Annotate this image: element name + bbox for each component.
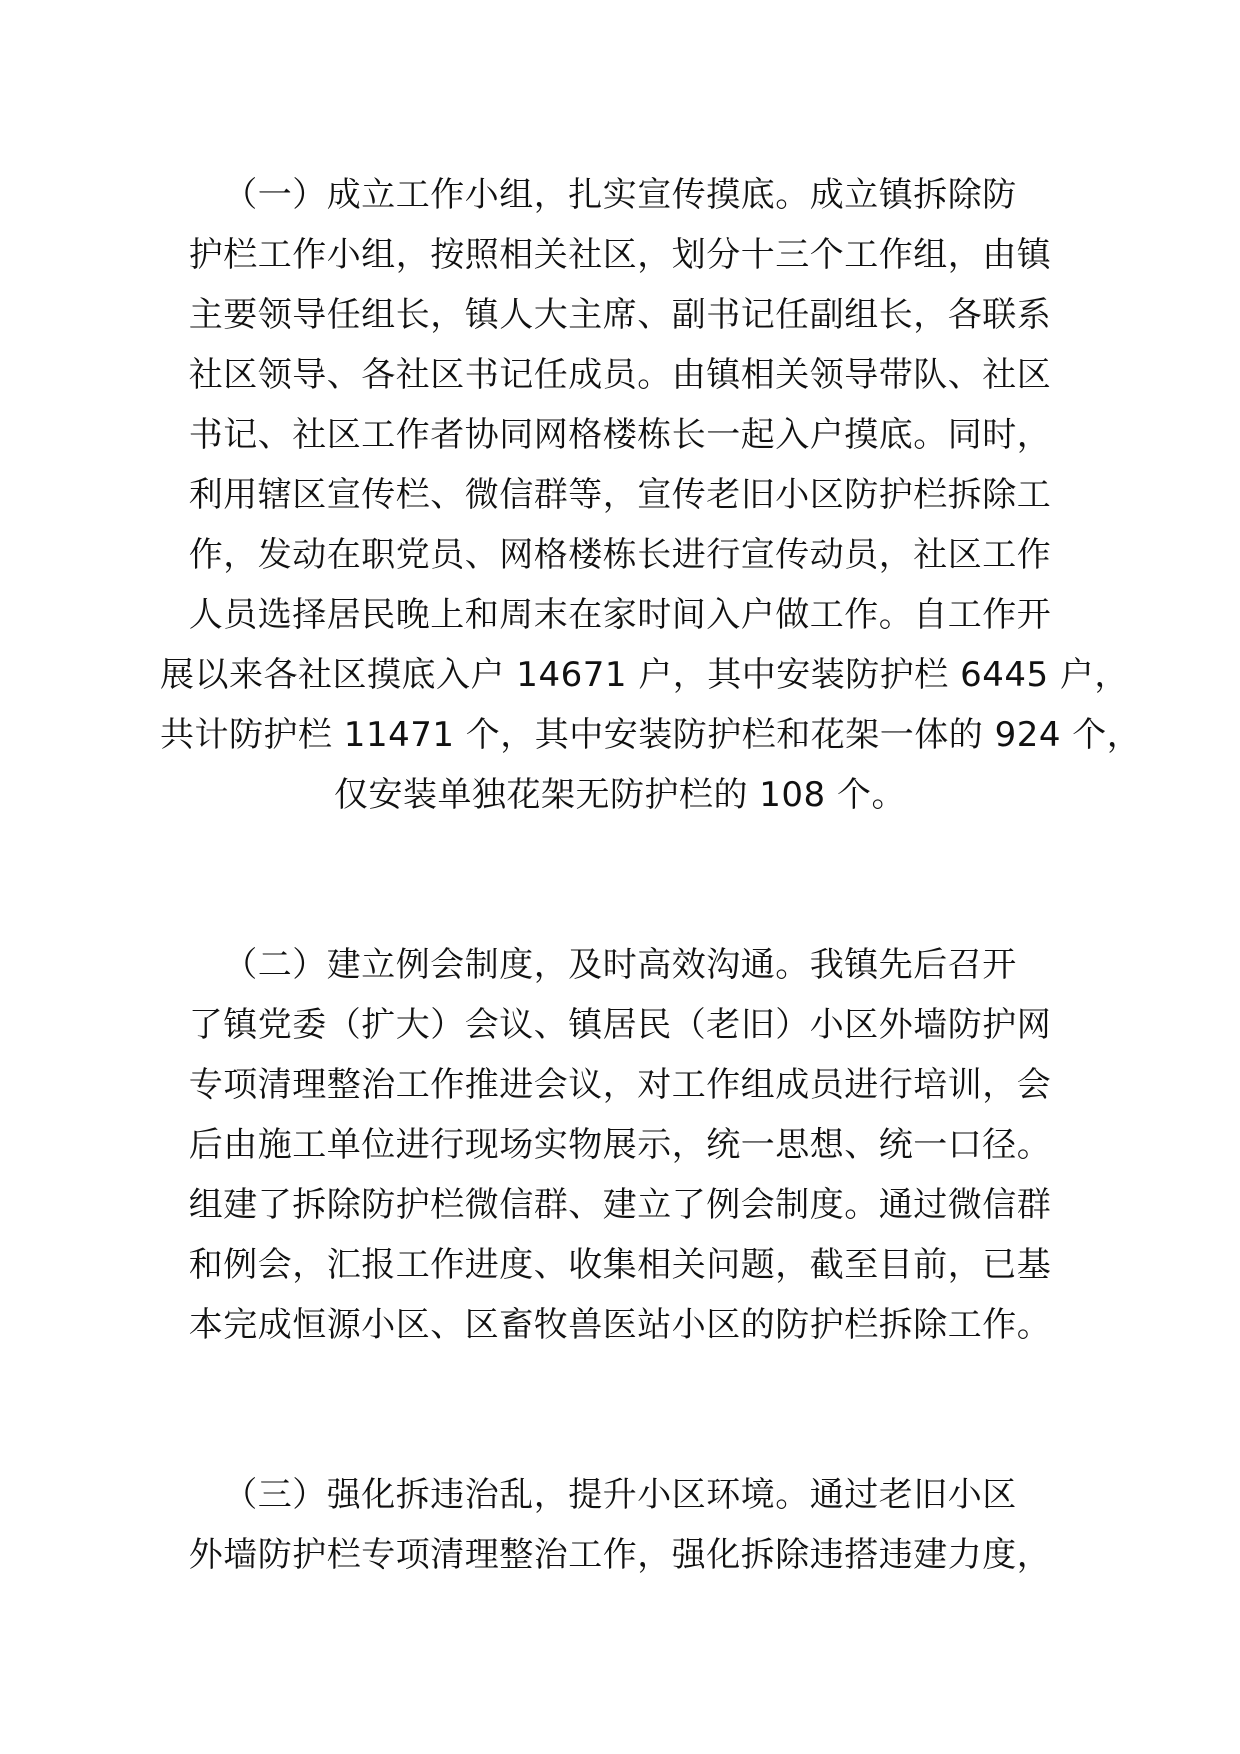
paragraph-line: 展以来各社区摸底入户 14671 户，其中安装防护栏 6445 户，: [160, 655, 1129, 695]
paragraph-line: 了镇党委（扩大）会议、镇居民（老旧）小区外墙防护网: [188, 1005, 1052, 1045]
paragraph-line: 后由施工单位进行现场实物展示，统一思想、统一口径。: [188, 1125, 1052, 1165]
paragraph-line: 作，发动在职党员、网格楼栋长进行宣传动员，社区工作: [188, 535, 1052, 575]
paragraph-line: 护栏工作小组，按照相关社区，划分十三个工作组，由镇: [188, 235, 1052, 275]
paragraph-line: 专项清理整治工作推进会议，对工作组成员进行培训，会: [188, 1065, 1052, 1105]
paragraph-line: 利用辖区宣传栏、微信群等，宣传老旧小区防护栏拆除工: [188, 475, 1052, 515]
paragraph-line: 书记、社区工作者协同网格楼栋长一起入户摸底。同时，: [188, 415, 1052, 455]
paragraph-line: （三）强化拆违治乱，提升小区环境。通过老旧小区: [223, 1475, 1017, 1515]
paragraph-line: （二）建立例会制度，及时高效沟通。我镇先后召开: [223, 945, 1017, 985]
paragraph-line: 本完成恒源小区、区畜牧兽医站小区的防护栏拆除工作。: [188, 1305, 1052, 1345]
paragraph-line: （一）成立工作小组，扎实宣传摸底。成立镇拆除防: [223, 175, 1017, 215]
paragraph-line: 仅安装单独花架无防护栏的 108 个。: [333, 775, 906, 815]
paragraph-line: 主要领导任组长，镇人大主席、副书记任副组长，各联系: [188, 295, 1052, 335]
paragraph-line: 共计防护栏 11471 个，其中安装防护栏和花架一体的 924 个，: [160, 715, 1142, 755]
paragraph-line: 外墙防护栏专项清理整治工作，强化拆除违搭违建力度，: [188, 1535, 1052, 1575]
paragraph-line: 人员选择居民晚上和周末在家时间入户做工作。自工作开: [188, 595, 1052, 635]
paragraph-line: 社区领导、各社区书记任成员。由镇相关领导带队、社区: [188, 355, 1052, 395]
paragraph-line: 和例会，汇报工作进度、收集相关问题，截至目前，已基: [188, 1245, 1052, 1285]
paragraph-line: 组建了拆除防护栏微信群、建立了例会制度。通过微信群: [188, 1185, 1052, 1225]
